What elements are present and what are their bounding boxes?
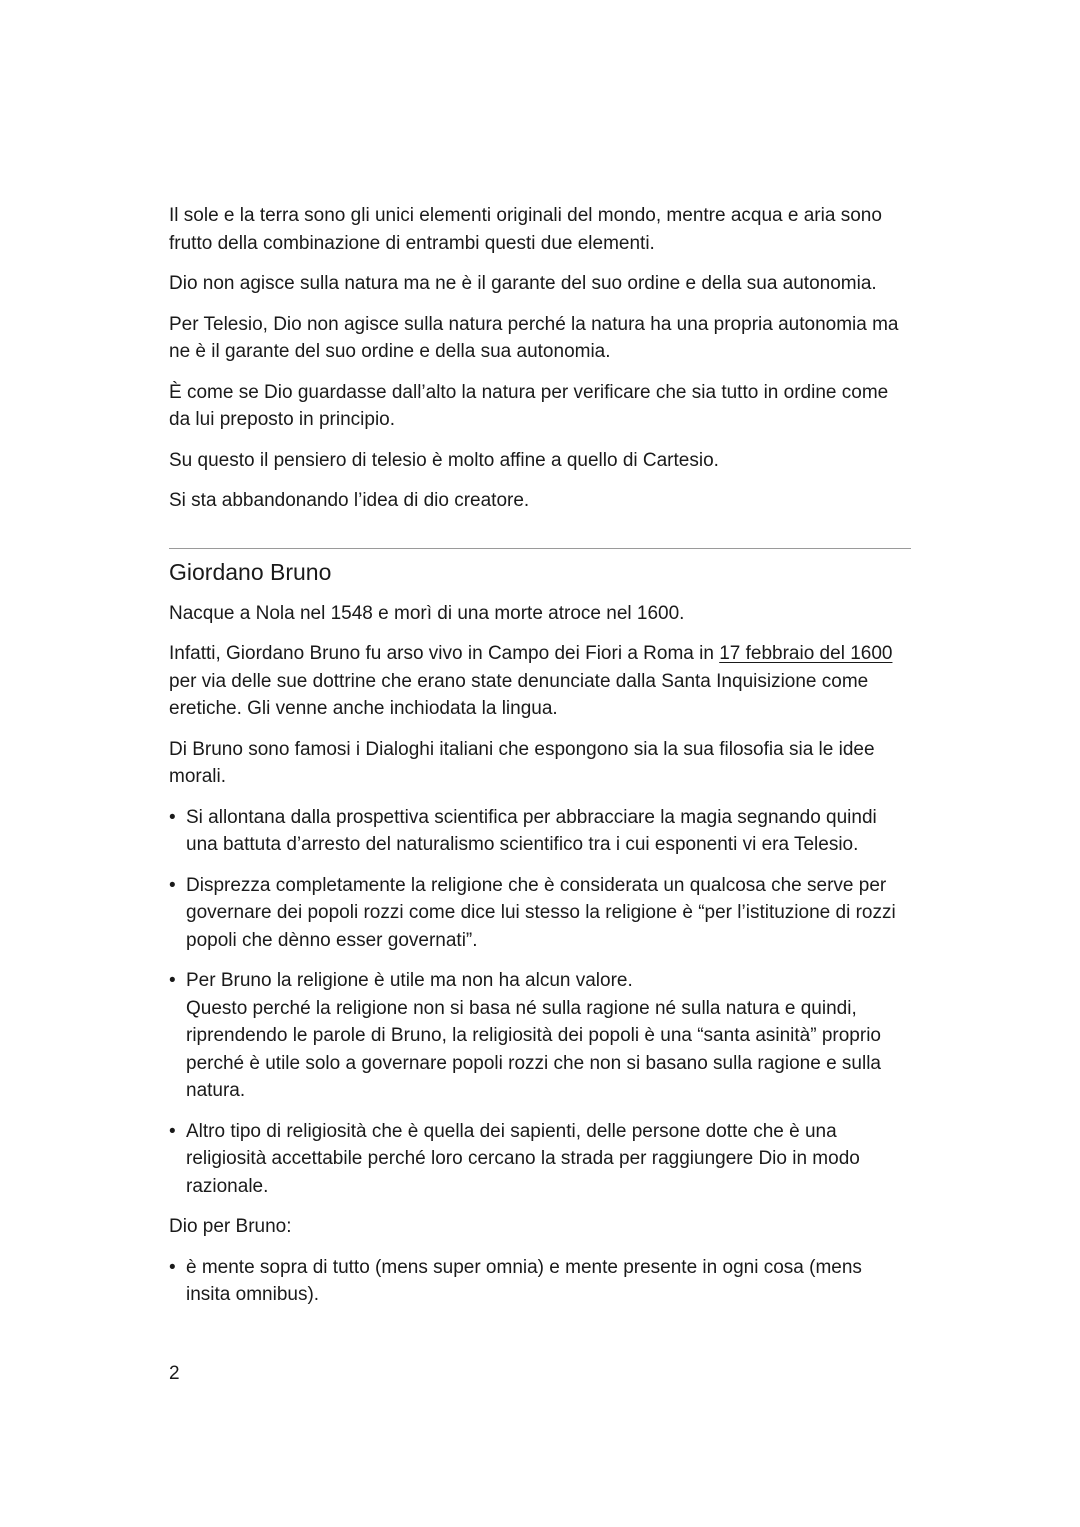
date-link[interactable]: 17 febbraio del 1600: [719, 643, 893, 664]
bullet-icon: •: [169, 806, 176, 828]
bullet-icon: •: [169, 1120, 176, 1142]
death-text-after: per via delle sue dottrine che erano state denunciate dalla Santa Inquisizione come eretiche. Gli venne anche inchiodata la lingua.: [169, 670, 869, 719]
list-item-text: Si allontana dalla prospettiva scientifica per abbracciare la magia segnando quindi una battuta d’arresto del naturalismo scientifico tra i cui esponenti vi era Telesio.: [186, 806, 877, 855]
paragraph-god-nature: Dio non agisce sulla natura ma ne è il garante del suo ordine e della sua autonomia.: [169, 273, 877, 294]
list-item-text: Disprezza completamente la religione che è considerata un qualcosa che serve per governare dei popoli rozzi come dice lui stesso la religione è “per l’istituzione di rozzi popoli che dènno esser governati”.: [186, 874, 896, 951]
list-item: [169, 1254, 911, 1309]
paragraph-cartesio: Su questo il pensiero di telesio è molto affine a quello di Cartesio.: [169, 449, 719, 471]
god-for-bruno-label: Dio per Bruno:: [169, 1216, 292, 1237]
god-bullet-list: [169, 1254, 911, 1309]
bullet-icon: •: [169, 874, 176, 896]
paragraph-death: [169, 640, 911, 723]
list-item: [169, 967, 911, 1105]
bullet-icon: •: [169, 1256, 176, 1278]
paragraph-god-watching: È come se Dio guardasse dall’alto la natura per verificare che sia tutto in ordine come da lui preposto in principio.: [169, 381, 889, 430]
list-item: [169, 872, 911, 955]
list-item-text: è mente sopra di tutto (mens super omnia) e mente presente in ogni cosa (mens insita omnibus).: [186, 1256, 862, 1305]
section-divider: [169, 548, 911, 549]
page-number: 2: [169, 1363, 180, 1384]
section-title: Giordano Bruno: [169, 558, 332, 585]
list-item: [169, 804, 911, 859]
list-item-text: Per Bruno la religione è utile ma non ha alcun valore.: [186, 970, 633, 991]
list-item-text: Altro tipo di religiosità che è quella dei sapienti, delle persone dotte che è una religiosità accettabile perché loro cercano la strada per raggiungere Dio in modo razionale.: [186, 1120, 860, 1197]
bullet-icon: •: [169, 970, 176, 991]
document-page: [169, 202, 911, 1322]
paragraph-creator-idea: Si sta abbandonando l’idea di dio creatore.: [169, 490, 530, 511]
death-text-before: Infatti, Giordano Bruno fu arso vivo in Campo dei Fiori a Roma in: [169, 643, 720, 664]
paragraph-dialogues: Di Bruno sono famosi i Dialoghi italiani che espongono sia la sua filosofia sia le idee morali.: [169, 738, 875, 787]
list-item-continuation: Questo perché la religione non si basa né sulla ragione né sulla natura e quindi, riprendendo le parole di Bruno, la religiosità dei popoli è una “santa asinità” proprio perché è utile solo a governare popoli rozzi che non si basano sulla ragione e sulla natura.: [186, 997, 881, 1101]
paragraph-telesio-god: Per Telesio, Dio non agisce sulla natura perché la natura ha una propria autonomia ma ne è il garante del suo ordine e della sua autonomia.: [169, 313, 899, 362]
bruno-bullet-list: [169, 804, 911, 1201]
paragraph-birth: Nacque a Nola nel 1548 e morì di una morte atroce nel 1600.: [169, 602, 685, 624]
paragraph-sun-earth: Il sole e la terra sono gli unici elementi originali del mondo, mentre acqua e aria sono frutto della combinazione di entrambi questi due elementi.: [169, 205, 882, 254]
list-item: [169, 1118, 911, 1201]
